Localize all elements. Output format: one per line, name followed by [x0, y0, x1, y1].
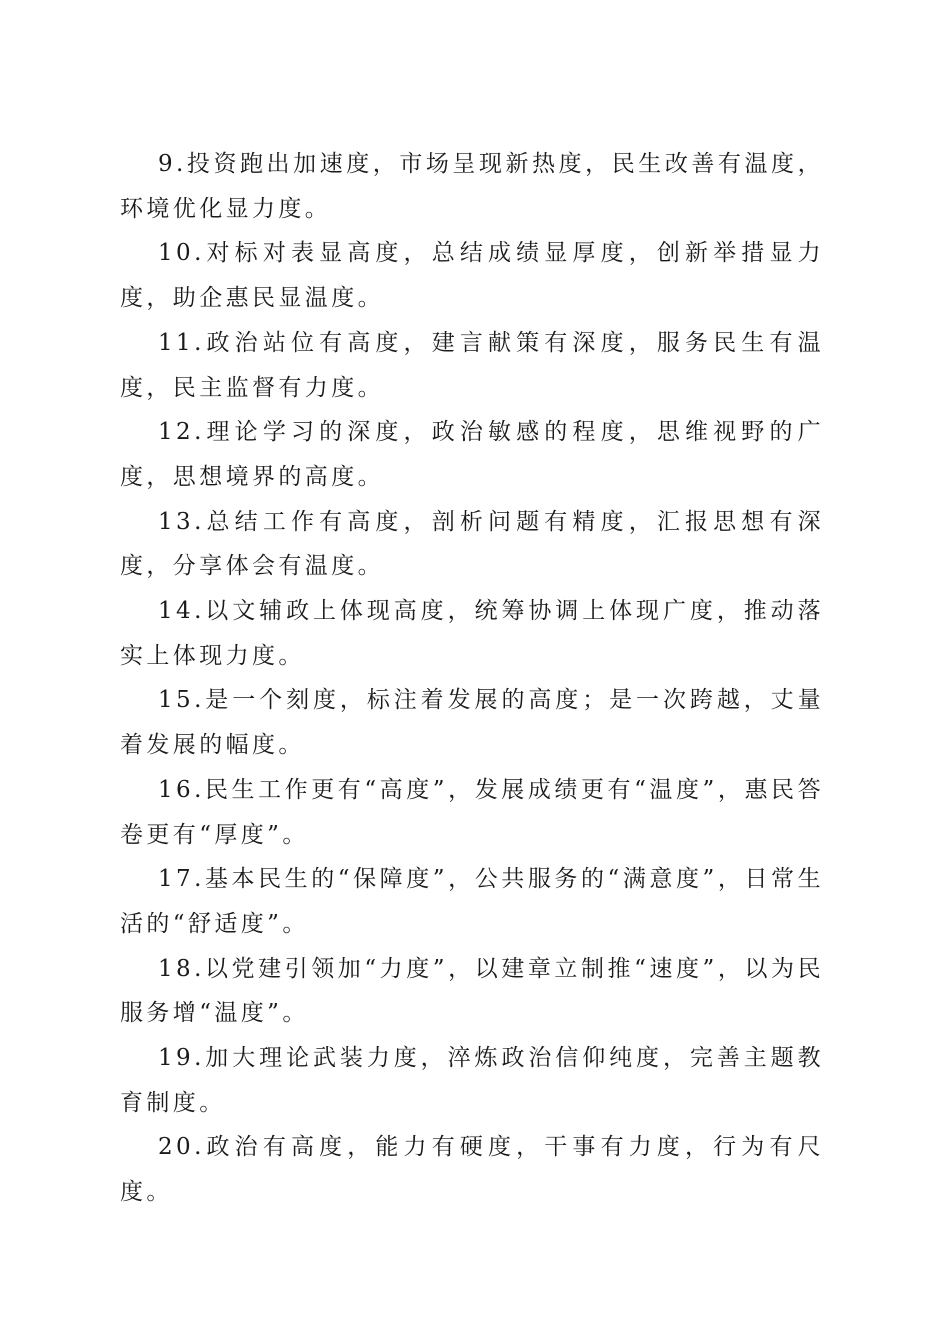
item-number: 20.: [158, 1134, 205, 1161]
item-text: 以文辅政上体现高度，统筹协调上体现广度，推动落实上体现力度。: [120, 598, 824, 669]
list-item: [120, 947, 824, 1036]
item-text: 对标对表显高度，总结成绩显厚度，创新举措显力度，助企惠民显温度。: [120, 240, 824, 312]
item-number: 14.: [158, 598, 205, 625]
item-number: 15.: [158, 687, 205, 714]
list-item: [120, 231, 824, 320]
list-item: [120, 321, 824, 410]
item-text: 以党建引领加“力度”，以建章立制推“速度”，以为民服务增“温度”。: [120, 955, 824, 1027]
item-number: 17.: [158, 866, 205, 893]
item-text: 加大理论武装力度，淬炼政治信仰纯度，完善主题教育制度。: [120, 1045, 824, 1116]
item-number: 16.: [158, 776, 205, 803]
item-text: 基本民生的“保障度”，公共服务的“满意度”，日常生活的“舒适度”。: [120, 866, 824, 937]
list-item: [120, 1125, 824, 1214]
item-text: 政治站位有高度，建言献策有深度，服务民生有温度，民主监督有力度。: [120, 329, 824, 401]
list-item: [120, 857, 824, 946]
item-text: 理论学习的深度，政治敏感的程度，思维视野的广度，思想境界的高度。: [120, 419, 824, 490]
list-item: [120, 1036, 824, 1125]
list-item: [120, 589, 824, 678]
list-item: [120, 678, 824, 767]
item-number: 11.: [158, 329, 205, 356]
item-text: 投资跑出加速度，市场呈现新热度，民生改善有温度，环境优化显力度。: [120, 151, 824, 222]
list-item: [120, 768, 824, 857]
item-number: 10.: [158, 240, 205, 267]
item-number: 18.: [158, 955, 205, 982]
list-item: [120, 500, 824, 589]
item-number: 13.: [158, 508, 205, 535]
item-number: 12.: [158, 419, 205, 446]
document-body: [120, 142, 824, 1215]
item-text: 民生工作更有“高度”，发展成绩更有“温度”，惠民答卷更有“厚度”。: [120, 776, 824, 848]
item-text: 政治有高度，能力有硬度，干事有力度，行为有尺度。: [120, 1134, 824, 1206]
list-item: [120, 410, 824, 499]
item-number: 19.: [158, 1045, 205, 1072]
list-item: [120, 142, 824, 231]
item-text: 是一个刻度，标注着发展的高度；是一次跨越，丈量着发展的幅度。: [120, 687, 824, 759]
item-number: 9.: [158, 151, 187, 177]
item-text: 总结工作有高度，剖析问题有精度，汇报思想有深度，分享体会有温度。: [120, 508, 824, 580]
